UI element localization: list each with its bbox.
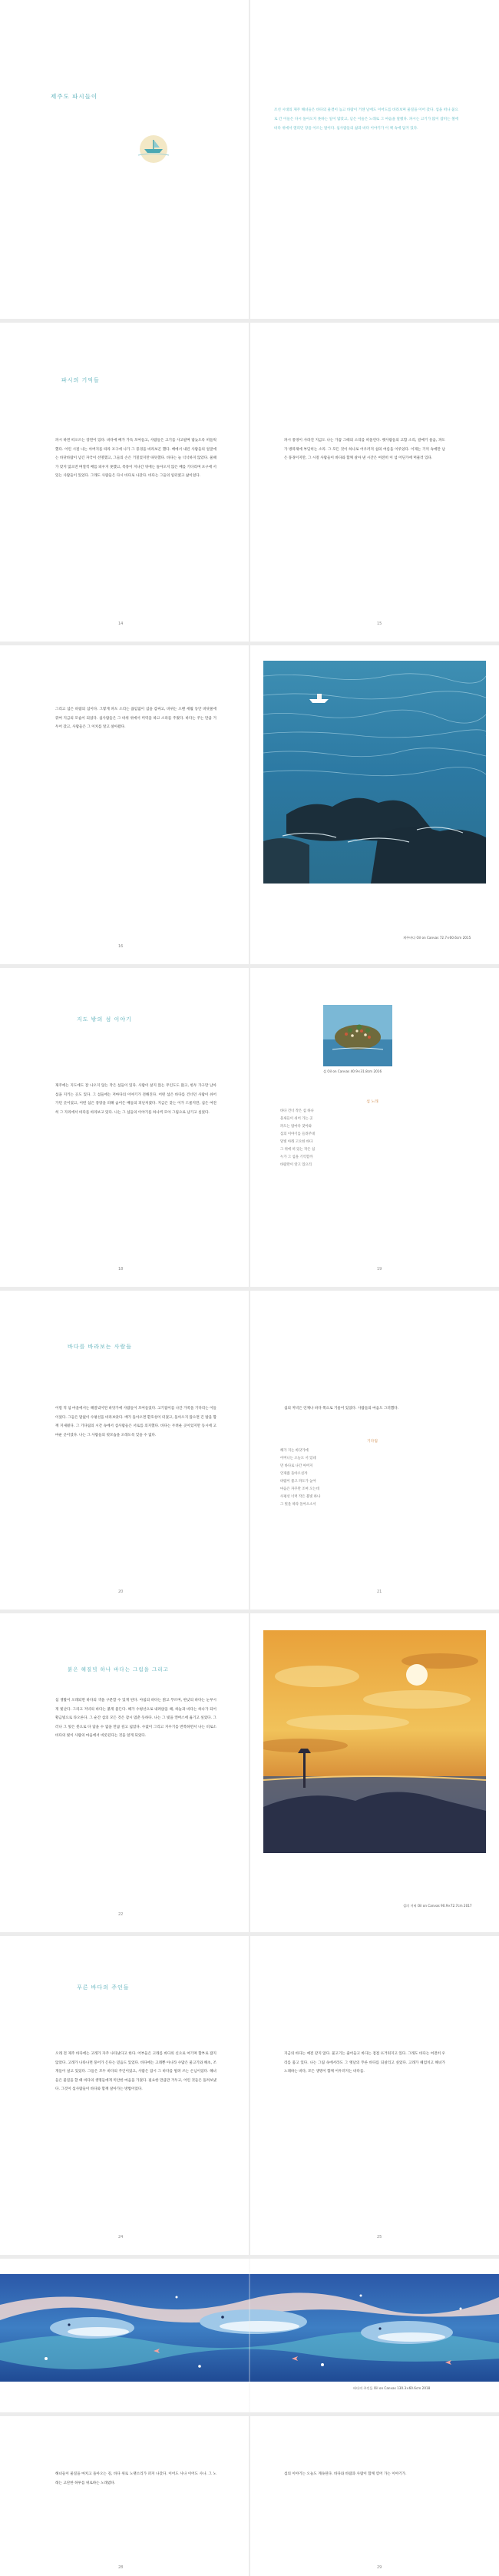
page-right	[250, 0, 499, 319]
page-right	[250, 2416, 499, 2576]
boat-sun-illustration	[131, 128, 177, 166]
body-text: 그리고 섬은 바람의 섬이다. 그렇게 파도 소리는 끊임없이 섬을 감싸고, 바위는 오랜 세월 동안 바닷물에 깎여 지금의 모습이 되었다. 섬사람들은 그 바위 위에서 미역을 따고 소라를 주웠다. 바다는 주는 만큼 거두어 갔고, 사람들은 그 이치를 알고 살아왔다.	[55, 708, 216, 729]
page-number: 22	[118, 1912, 124, 1917]
poem-title: 기다림	[367, 1440, 378, 1444]
page-left	[0, 968, 250, 1287]
image-caption: 섬 Oil on Canvas 40.9×31.8cm 2016	[323, 1069, 382, 1073]
page-number: 14	[118, 622, 124, 626]
page-right	[250, 323, 499, 642]
page-left	[0, 1291, 250, 1610]
spine	[249, 2259, 250, 2412]
body-text: 해녀들이 물질을 마치고 돌아오는 길, 바다 위로 노랫소리가 퍼져 나갔다. 이어도 사나 이어도 사나. 그 노래는 고단한 하루를 위로하는 노래였다.	[55, 2472, 216, 2485]
poem	[280, 1438, 464, 1509]
spread-title: 제주도 파시들이	[51, 93, 98, 100]
spine	[249, 1291, 250, 1610]
spread-8	[0, 2259, 499, 2412]
poem-body: 바다 건너 작은 섬 하나 물새들이 쉬어 가는 곳 파도는 밤마다 찾아와 섬의 이야기를 들려주네 달빛 아래 고요한 바다 그 위에 떠 있는 작은 섬 누가 그 섬을 기억할까 바람만이 알고 있으리	[280, 1109, 316, 1167]
section-heading: 파시의 기억들	[61, 377, 100, 383]
spread-7	[0, 1936, 499, 2255]
spread-9	[0, 2416, 499, 2576]
section-heading: 바다를 바라보는 사람들	[68, 1344, 133, 1350]
poem-title: 섬 노래	[366, 1100, 378, 1104]
page-right	[250, 968, 499, 1287]
image-caption: 바다의 주인들 Oil on Canvas 130.3×60.6cm 2018	[353, 2386, 431, 2390]
body-text: 파시 풍경이 사라진 지금도 나는 가끔 그때의 소리를 떠올린다. 뱃사람들의 고함 소리, 갈매기 울음, 파도가 방파제에 부딪히는 소리. 그 모든 것이 하나로 어우러져 섬의 여름을 이루었다. 이제는 기억 속에만 남은 풍경이지만, 그 시절 사람들이 바다와 함께 살아 낸 시간은 여전히 이 섬 어딘가에 머물러 있다.	[284, 439, 445, 460]
page-right	[250, 645, 499, 964]
page-left	[0, 645, 250, 964]
page-number: 29	[377, 2565, 382, 2570]
page-number: 24	[118, 2235, 124, 2239]
page-left	[0, 2416, 250, 2576]
body-text: 지금의 바다는 예전 같지 않다. 물고기는 줄어들고 바다는 점점 뜨거워지고 있다. 그래도 바다는 여전히 우리를 품고 있다. 나는 그림 속에서라도 그 옛날의 푸른 바다를 되살리고 싶었다. 고래가 헤엄치고 해녀가 노래하는 바다, 모든 생명이 함께 어우러지는 바다를.	[284, 2052, 445, 2074]
page-right	[250, 1291, 499, 1610]
spread-2	[0, 323, 499, 642]
sunset-painting	[263, 1630, 486, 1853]
spread-1	[0, 0, 499, 319]
image-caption: 섬의 저녁 Oil on Canvas 90.9×72.7cm 2017	[403, 1904, 472, 1908]
page-number: 25	[377, 2235, 382, 2239]
body-text: 섬 생활이 오래되면 바다의 색을 구분할 수 있게 된다. 아침의 바다는 맑고 푸르며, 한낮의 바다는 눈부시게 빛난다. 그리고 저녁의 바다는 붉게 물든다. 해가 수평선으로 내려앉을 때, 하늘과 바다는 하나가 되어 황금빛으로 타오른다. 그 순간 섬의 모든 것은 잠시 멈춘 듯하다. 나는 그 빛을 캔버스에 옮기고 싶었다. 그러나 그 빛은 붓으로 다 담을 수 없을 만큼 깊고 넓었다. 수없이 그리고 지우기를 반복하면서 나는 비로소 바다의 빛이 사람의 마음에서 비롯된다는 것을 알게 되었다.	[55, 1699, 216, 1738]
page-number: 15	[377, 622, 382, 626]
sea-rocks-painting	[263, 661, 486, 884]
page-number: 16	[118, 944, 124, 949]
spread-4	[0, 968, 499, 1287]
island-painting	[323, 1005, 392, 1066]
page-number: 18	[118, 1267, 124, 1271]
section-heading: 지도 밖의 섬 이야기	[77, 1016, 132, 1023]
page-number: 20	[118, 1590, 124, 1594]
page-number: 19	[377, 1267, 382, 1271]
section-heading: 푸른 바다의 주인들	[77, 1984, 130, 1991]
spine	[249, 2416, 250, 2576]
body-text: 섬의 이야기는 오늘도 계속된다. 바다와 바람과 사람이 함께 엮어 가는 이야기가.	[284, 2472, 407, 2476]
spread-6	[0, 1613, 499, 1932]
spread-3	[0, 645, 499, 964]
body-text: 오래 전 제주 바다에는 고래가 자주 나타났다고 한다. 어부들은 고래를 바다의 신으로 여기며 함부로 잡지 않았다. 고래가 나타나면 풍어가 든다는 믿음도 있었다. 바다에는 고래뿐 아니라 수많은 물고기와 해초, 조개들이 살고 있었다. 그들은 모두 바다의 주인이었고, 사람은 잠시 그 바다를 빌려 쓰는 손님이었다. 해녀들은 물질을 할 때 바다의 생명들에게 미안한 마음을 가졌다. 필요한 만큼만 거두고, 어린 것들은 돌려보냈다. 그것이 섬사람들이 바다와 함께 살아가는 방법이었다.	[55, 2052, 216, 2091]
page-right	[250, 1613, 499, 1932]
body-text: 파시 하면 떠오르는 장면이 있다. 바다에 배가 가득 모여들고, 사람들은 고기를 사고팔며 밤늦도록 떠들썩했다. 어린 시절 나는 아버지를 따라 포구에 나가 그 풍경을 바라보곤 했다. 배에서 내린 사람들의 얼굴에는 바닷바람이 남긴 자국이 선명했고, 그들의 손은 거칠었지만 따뜻했다. 바다는 늘 넉넉하지 않았다. 물때가 맞지 않으면 며칠씩 배를 띄우지 못했고, 폭풍이 지나간 뒤에는 돌아오지 않은 배를 기다리며 포구에 서 있는 사람들이 있었다. 그래도 사람들은 다시 바다로 나갔다. 바다는 그들의 일터였고 삶이었다.	[55, 439, 216, 478]
page-left	[0, 323, 250, 642]
spine	[249, 968, 250, 1287]
spine	[249, 1613, 250, 1932]
spine	[249, 0, 250, 319]
intro-text: 조선 시대의 제주 해녀들은 바다의 물결이 높고 바람이 거센 날에도 이어도를 바라보며 물질을 이어 갔다. 섬을 떠나 뭍으로 간 이들은 다시 돌아오지 못하는 일이 많았고, 남은 이들은 노래로 그 마음을 달랬다. 파시는 고기가 많이 잡히는 철에 바다 위에서 열리던 장을 이르는 말이다. 섬사람들의 삶과 바다 이야기가 이 책 속에 담겨 있다.	[274, 108, 458, 131]
poem-body: 해가 지는 바닷가에 어머니는 오늘도 서 있네 먼 바다로 나간 아버지 언제쯤 돌아오실까 바람이 불고 파도가 높아 마음은 자꾸만 조여 오는데 수평선 너머 작은 불빛 하나 그 빛을 따라 돌아오소서	[280, 1449, 321, 1507]
spine	[249, 323, 250, 642]
poem	[280, 1099, 464, 1169]
page-number: 21	[377, 1590, 382, 1594]
body-text: 섬의 저녁은 언제나 바다 쪽으로 기울어 있었다. 사람들의 마음도 그러했다.	[284, 1407, 399, 1411]
page-left	[0, 1936, 250, 2255]
body-text: 제주에는 지도에도 잘 나오지 않는 작은 섬들이 있다. 사람이 살지 않는 무인도도 많고, 한두 가구만 남아 섬을 지키는 곳도 있다. 그 섬들에는 저마다의 이야기가 전해진다. 어떤 섬은 바다를 건너던 사람이 쉬어 가던 곳이었고, 어떤 섬은 풍랑을 피해 숨어든 배들의 피난처였다. 지금은 찾는 이가 드물지만, 섬은 여전히 그 자리에서 바다를 바라보고 있다. 나는 그 섬들의 이야기를 하나씩 모아 그림으로 남기고 싶었다.	[55, 1084, 216, 1115]
page-left	[0, 0, 250, 319]
page-number: 28	[118, 2565, 124, 2570]
spread-5	[0, 1291, 499, 1610]
page-left	[0, 1613, 250, 1932]
page-right	[250, 1936, 499, 2255]
image-caption: 제주바다 Oil on Canvas 72.7×60.6cm 2015	[403, 936, 471, 940]
section-heading: 붉은 해질녘 하나 바다는 그림을 그리고	[68, 1666, 169, 1673]
spine	[249, 645, 250, 964]
body-text: 어릴 적 섬 마을에서는 해질녘이면 바닷가에 사람들이 모여들었다. 고기잡이를 나간 가족을 기다리는 이들이었다. 그들은 말없이 수평선을 바라보았다. 배가 돌아오면 환호성이 터졌고, 돌아오지 않으면 긴 밤을 함께 지새웠다. 그 기다림의 시간 속에서 섬사람들은 서로를 의지했다. 바다는 두려운 곳이었지만 동시에 고마운 곳이었다. 나는 그 사람들의 뒷모습을 오래도록 잊을 수 없다.	[55, 1407, 216, 1437]
spine	[249, 1936, 250, 2255]
